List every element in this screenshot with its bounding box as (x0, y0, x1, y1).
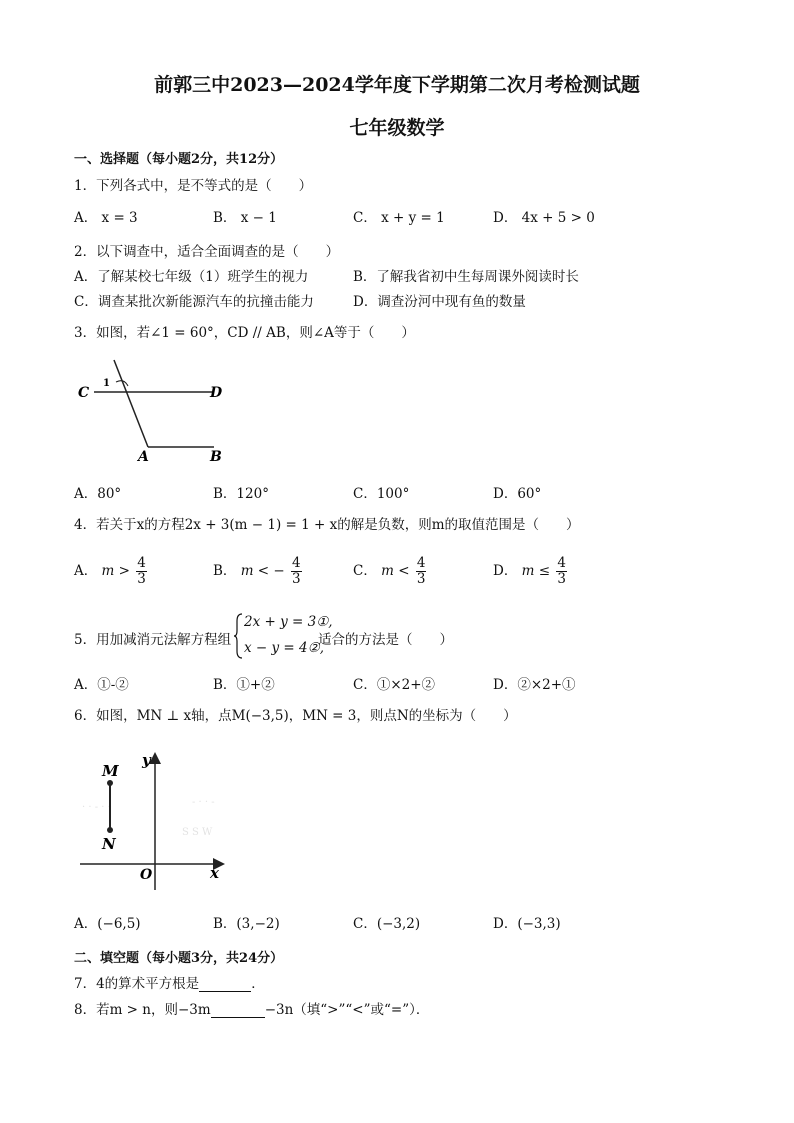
exam-subtitle: 七年级数学 (349, 117, 445, 139)
q1-option-d: D． 4x + 5 > 0 (493, 210, 595, 226)
q4-a-fraction (136, 556, 147, 587)
q4-option-b (213, 556, 302, 587)
q7-stem-before: 7．4的算术平方根是 (74, 976, 200, 992)
q6-option-b: B．(3,−2) (213, 916, 280, 932)
q4-d-den: 3 (557, 570, 566, 587)
q7-answer-blank[interactable] (199, 991, 251, 992)
q1-option-b: B． x − 1 (213, 210, 277, 226)
point-n (107, 827, 113, 833)
label-n: N (102, 835, 116, 853)
transversal (114, 360, 148, 447)
q2-option-b: B．了解我省初中生每周课外阅读时长 (353, 269, 579, 285)
q8-stem-after: −3n（填“>”“<”或“=”）． (264, 1002, 430, 1018)
q6-stem: 6．如图，MN ⊥ x轴，点M(−3,5)，MN = 3，则点N的坐标为（ ） (74, 708, 517, 724)
label-y: y (142, 751, 151, 769)
q4-option-d (493, 556, 567, 587)
q4-d-expr: m ≤ (521, 562, 551, 579)
label-o: O (140, 867, 153, 883)
q6-option-a: A．(−6,5) (74, 916, 141, 932)
svg-text:S S W: S S W (182, 827, 213, 838)
q5-equation-2: x − y = 4②, (244, 640, 325, 656)
q8-stem-before: 8．若m > n，则−3m (74, 1002, 211, 1018)
faint-grid-marks (82, 797, 215, 838)
q2-option-a: A．了解某校七年级（1）班学生的视力 (74, 269, 309, 285)
q3-option-b: B．120° (213, 486, 269, 502)
q5-option-b: B．①+② (213, 677, 275, 693)
q2-option-d: D．调查汾河中现有鱼的数量 (353, 294, 526, 310)
q4-c-expr: m < (381, 562, 410, 579)
svg-text:- · · -: - · · - (192, 797, 215, 808)
q2-stem: 2．以下调查中，适合全面调查的是（ ） (74, 244, 340, 260)
q1-option-c: C． x + y = 1 (353, 210, 445, 226)
q4-b-prefix: B． (213, 562, 237, 579)
q4-c-fraction (416, 556, 427, 587)
q4-stem: 4．若关于x的方程2x + 3(m − 1) = 1 + x的解是负数，则m的取值范围是（ ） (74, 517, 580, 533)
q2-option-c: C．调查某批次新能源汽车的抗撞击能力 (74, 294, 314, 310)
q5-equation-1: 2x + y = 3①, (244, 614, 333, 630)
q8-answer-blank[interactable] (211, 1017, 265, 1018)
q5-stem-after: 适合的方法是（ ） (318, 632, 453, 648)
q3-figure (72, 348, 242, 468)
q4-b-num: 4 (292, 555, 301, 571)
q3-option-c: C．100° (353, 486, 410, 502)
q4-option-a (74, 556, 147, 587)
q1-option-a: A． x = 3 (74, 210, 138, 226)
q5-stem-before: 5．用加减消元法解方程组 (74, 632, 232, 648)
q4-a-den: 3 (137, 570, 146, 587)
point-m (107, 780, 113, 786)
section-1-heading: 一、选择题（每小题2分，共12分） (74, 152, 284, 167)
q3-option-a: A．80° (74, 486, 122, 502)
section-2-heading: 二、填空题（每小题3分，共24分） (74, 951, 284, 966)
q8-line (74, 998, 429, 1018)
q6-option-d: D．(−3,3) (493, 916, 561, 932)
q5-brace (234, 613, 244, 659)
q4-d-fraction (556, 556, 567, 587)
q1-stem: 1．下列各式中，是不等式的是（ ） (74, 178, 313, 194)
label-a: A (138, 449, 149, 465)
q4-d-prefix: D． (493, 562, 518, 579)
q4-d-num: 4 (557, 555, 566, 571)
q4-b-expr: m < (240, 562, 270, 579)
q4-b-den: 3 (292, 570, 301, 587)
label-m: M (102, 762, 119, 780)
q4-c-num: 4 (416, 555, 426, 571)
q7-stem-after: ． (251, 976, 265, 992)
q5-option-a: A．①-② (74, 677, 129, 693)
q3-option-d: D．60° (493, 486, 542, 502)
q4-a-num: 4 (137, 555, 146, 571)
q4-c-den: 3 (416, 570, 426, 587)
label-c: C (78, 385, 90, 401)
q6-figure (72, 745, 242, 895)
label-angle-1: 1 (103, 378, 110, 389)
q6-option-c: C．(−3,2) (353, 916, 421, 932)
q5-option-c: C．①×2+② (353, 677, 436, 693)
label-b: B (210, 449, 222, 465)
q4-option-c (353, 556, 426, 587)
label-x: x (210, 864, 219, 882)
q4-a-expr: m > (101, 562, 130, 579)
q4-b-fraction (291, 556, 302, 587)
svg-text:· · - · ·: · · - · · (82, 802, 111, 813)
q7-line (74, 972, 265, 992)
exam-title: 前郭三中2023—2024学年度下学期第二次月考检测试题 (154, 74, 640, 96)
q3-stem: 3．如图，若∠1 = 60°，CD // AB，则∠A等于（ ） (74, 325, 415, 341)
q4-b-neg: − (273, 562, 285, 579)
label-d: D (210, 385, 223, 401)
q5-option-d: D．②×2+① (493, 677, 576, 693)
q4-a-prefix: A． (74, 562, 98, 579)
q4-c-prefix: C． (353, 562, 377, 579)
